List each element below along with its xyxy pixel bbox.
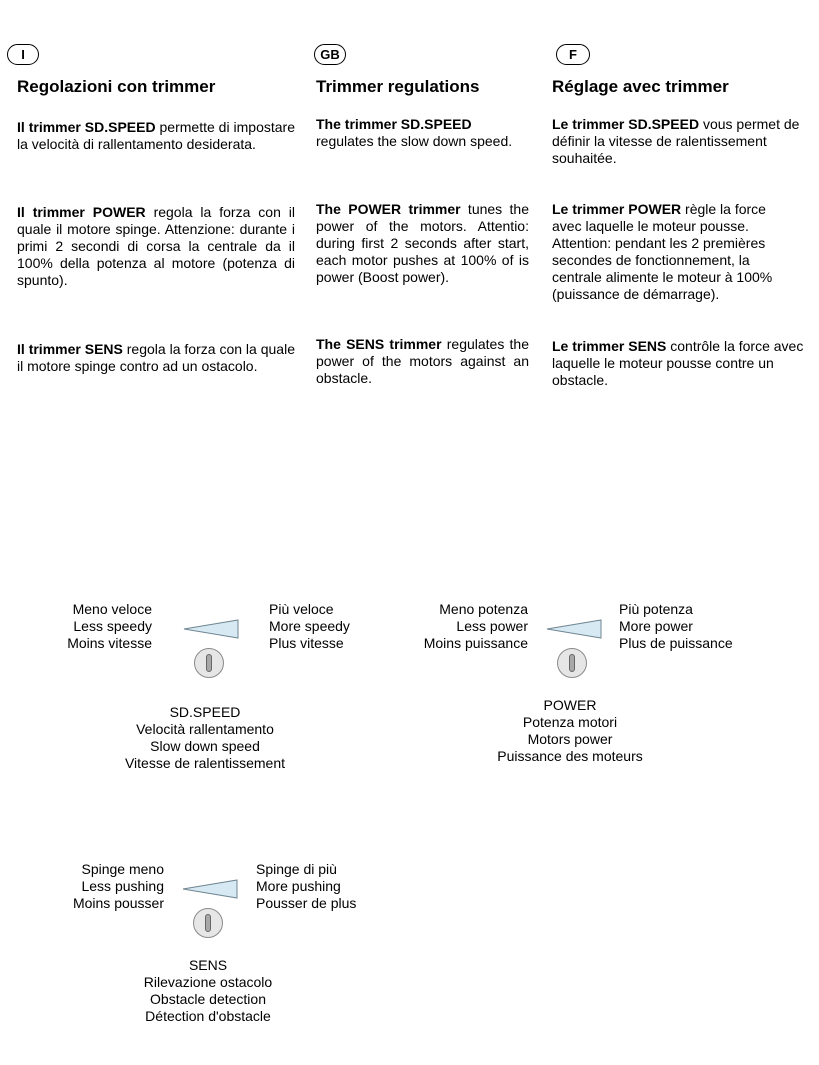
paragraph-it-sens: Il trimmer SENS regola la forza con la quale il motore spinge contro ad un ostacolo. (17, 341, 295, 374)
speed-wedge-icon (184, 619, 240, 639)
sens-caption: SENS Rilevazione ostacolo Obstacle detection Détection d'obstacle (143, 957, 273, 1024)
power-wedge-icon (547, 619, 603, 639)
heading-it: Regolazioni con trimmer (17, 77, 216, 96)
speed-trimmer-knob-icon[interactable] (194, 648, 224, 678)
paragraph-gb-sens: The SENS trimmer regulates the power of the motors against an obstacle. (316, 336, 529, 386)
sens-decrease-labels: Spinge meno Less pushing Moins pousser (72, 861, 164, 911)
paragraph-fr-sens: Le trimmer SENS contrôle la force avec laquelle le moteur pousse contre un obstacle. (552, 338, 804, 388)
paragraph-gb-power: The POWER trimmer tunes the power of the motors. Attentio: during first 2 seconds after start, each motor pushes at 100% of is power (Boost power). (316, 201, 529, 285)
column-italian (17, 44, 295, 97)
language-badge-it: I (7, 44, 39, 65)
heading-gb: Trimmer regulations (316, 77, 480, 96)
paragraph-fr-speed: Le trimmer SD.SPEED vous permet de définir la vitesse de ralentissement souhaitée. (552, 116, 800, 166)
sens-wedge-icon (183, 879, 239, 899)
paragraph-it-power: Il trimmer POWER regola la forza con il quale il motore spinge. Attenzione: durante i primi 2 secondi di corsa la centrale da il 100% della potenza al motore (potenza di spunto). (17, 204, 295, 288)
language-badge-fr: F (556, 44, 590, 65)
speed-caption: SD.SPEED Velocità rallentamento Slow down speed Vitesse de ralentissement (124, 704, 286, 771)
power-increase-labels: Più potenza More power Plus de puissance (619, 601, 733, 651)
power-decrease-labels: Meno potenza Less power Moins puissance (423, 601, 528, 651)
power-trimmer-knob-icon[interactable] (557, 648, 587, 678)
sens-trimmer-knob-icon[interactable] (193, 908, 223, 938)
paragraph-fr-power: Le trimmer POWER règle la force avec laquelle le moteur pousse. Attention: pendant les 2 premières secondes de fonctionnement, la centrale alimente le moteur à 100% (puissance de démarrage). (552, 201, 773, 302)
column-english (316, 44, 529, 97)
sens-increase-labels: Spinge di più More pushing Pousser de plus (256, 861, 357, 911)
speed-increase-labels: Più veloce More speedy Plus vitesse (269, 601, 350, 651)
paragraph-it-speed: Il trimmer SD.SPEED permette di impostare la velocità di rallentamento desiderata. (17, 119, 295, 152)
speed-decrease-labels: Meno veloce Less speedy Moins vitesse (67, 601, 152, 651)
heading-fr: Réglage avec trimmer (552, 77, 729, 96)
power-caption: POWER Potenza motori Motors power Puissance des moteurs (497, 697, 643, 764)
language-badge-gb: GB (314, 44, 346, 65)
column-french (552, 44, 808, 97)
paragraph-gb-speed: The trimmer SD.SPEED regulates the slow down speed. (316, 116, 513, 149)
